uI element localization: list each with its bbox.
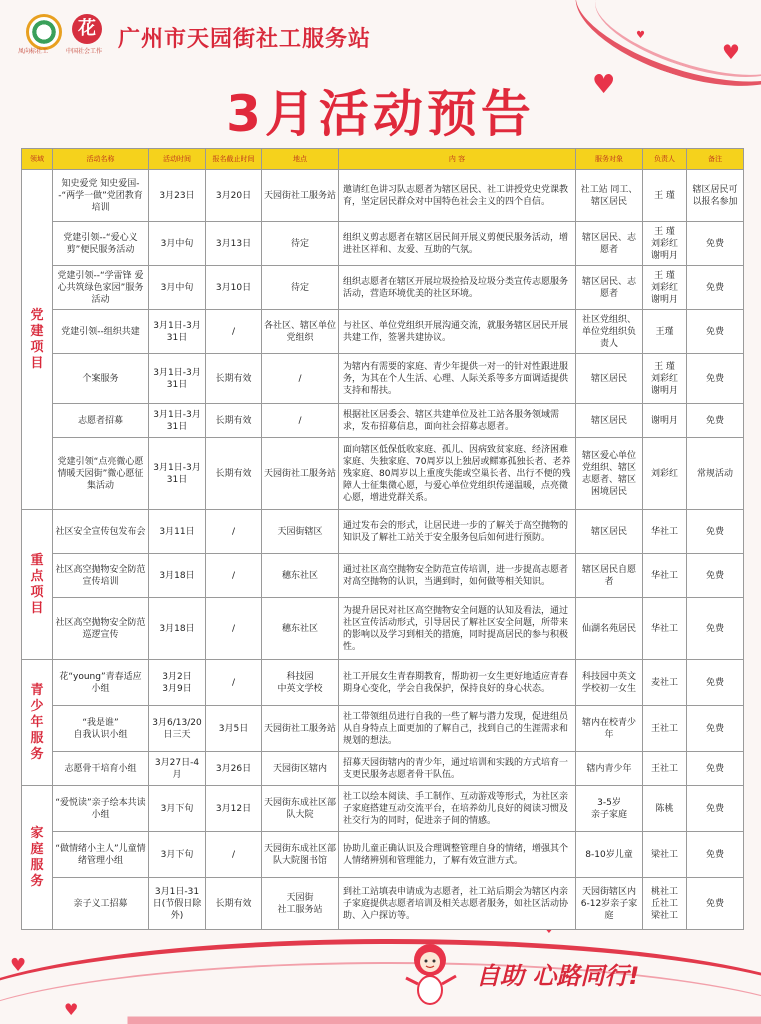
- activity-deadline: 长期有效: [206, 878, 262, 930]
- activity-name: 个案服务: [53, 354, 149, 404]
- activity-person: 华社工: [643, 598, 687, 660]
- activity-deadline: 长期有效: [206, 438, 262, 510]
- activity-note: 免费: [687, 752, 744, 786]
- table-row: [22, 404, 744, 438]
- table-row: [22, 310, 744, 354]
- activity-place: 天园街东成社区部队大院: [262, 786, 339, 832]
- table-row: [22, 170, 744, 222]
- activity-note: 免费: [687, 510, 744, 554]
- activity-content: 协助儿童正确认识及合理调整管理自身的情绪，增强其个人情绪辨别和管理能力，了解有效宣泄方式。: [339, 832, 576, 878]
- activity-time: 3月6/13/20日三天: [149, 706, 206, 752]
- activity-content: 邀请红色讲习队志愿者为辖区居民、社工讲授党史党课教育，坚定居民群众对中国特色社会主义的四个自信。: [339, 170, 576, 222]
- activity-time: 3月23日: [149, 170, 206, 222]
- org-logo-icon: [26, 14, 62, 50]
- activity-content: 社工带领组员进行自我的一些了解与潜力发现，促进组员从自身特点上面更加的了解自己，找到自己的生涯需求和规划的想法。: [339, 706, 576, 752]
- activity-content: 组织志愿者在辖区开展垃圾捡拾及垃圾分类宣传志愿服务活动，营造环境优美的社区环境。: [339, 266, 576, 310]
- activity-place: 天园街东成社区部队大院图书馆: [262, 832, 339, 878]
- activity-deadline: 长期有效: [206, 354, 262, 404]
- activity-name: 党建引领--“爱心义剪”便民服务活动: [53, 222, 149, 266]
- activity-place: /: [262, 354, 339, 404]
- activity-person: 王 瑾 刘彩红 谢明月: [643, 222, 687, 266]
- activity-content: 到社工站填表申请成为志愿者，社工站后期会为辖区内亲子家庭提供志愿者培训及相关志愿者服务，如社区活动协助、入户探访等。: [339, 878, 576, 930]
- column-header: 报名截止时间: [206, 149, 262, 170]
- activity-target: 社工站 同工、辖区居民: [576, 170, 643, 222]
- social-work-logo-icon: 花: [72, 14, 102, 44]
- activity-note: 辖区居民可以报名参加: [687, 170, 744, 222]
- activity-time: 3月1日-3月31日: [149, 354, 206, 404]
- activity-person: 王 瑾 刘彩红 谢明月: [643, 266, 687, 310]
- column-header: 备注: [687, 149, 744, 170]
- activity-content: 面向辖区低保低收家庭、孤儿、因病致贫家庭、经济困难家庭、失独家庭、70周岁以上独居或鳏寡孤独长者、老养残家庭、80周岁以上重度失能或空巢长者、出行不便的残障人士征集微心愿，与爱心单位党组织传递温暖，点亮微心愿，增进党群关系。: [339, 438, 576, 510]
- activity-place: /: [262, 404, 339, 438]
- activity-person: 麦社工: [643, 660, 687, 706]
- activity-deadline: 长期有效: [206, 404, 262, 438]
- activity-place: 待定: [262, 266, 339, 310]
- activity-deadline: 3月20日: [206, 170, 262, 222]
- category-youth: 青少年服务: [22, 660, 53, 786]
- category-family: 家庭服务: [22, 786, 53, 930]
- activity-person: 谢明月: [643, 404, 687, 438]
- activity-place: 天园街 社工服务站: [262, 878, 339, 930]
- table-row: [22, 510, 744, 554]
- activity-target: 辖内青少年: [576, 752, 643, 786]
- activity-person: 梁社工: [643, 832, 687, 878]
- table-row: [22, 752, 744, 786]
- activity-deadline: /: [206, 554, 262, 598]
- activity-deadline: /: [206, 310, 262, 354]
- activity-deadline: 3月26日: [206, 752, 262, 786]
- activity-content: 社工开展女生青春期教育，帮助初一女生更好地适应青春期身心变化，学会自我保护，保持良好的身心状态。: [339, 660, 576, 706]
- category-party: 党建项目: [22, 170, 53, 510]
- activity-note: 免费: [687, 706, 744, 752]
- table-row: [22, 660, 744, 706]
- activity-name: 社区高空抛物安全防范巡逻宣传: [53, 598, 149, 660]
- activity-target: 辖内在校青少年: [576, 706, 643, 752]
- column-header: 地点: [262, 149, 339, 170]
- activity-person: 刘彩红: [643, 438, 687, 510]
- activity-deadline: /: [206, 510, 262, 554]
- activity-deadline: /: [206, 598, 262, 660]
- heart-icon: ♥: [636, 30, 645, 41]
- table-row: [22, 706, 744, 752]
- heart-icon: ♥: [64, 1000, 79, 1019]
- activity-time: 3月1日-31日(节假日除外): [149, 878, 206, 930]
- activity-target: 辖区居民: [576, 354, 643, 404]
- activity-time: 3月中旬: [149, 222, 206, 266]
- activity-target: 天园街辖区内6-12岁亲子家庭: [576, 878, 643, 930]
- category-key: 重点项目: [22, 510, 53, 660]
- activity-target: 社区党组织、单位党组织负责人: [576, 310, 643, 354]
- activity-deadline: 3月5日: [206, 706, 262, 752]
- activity-name: 党建引领“点亮微心愿 情暖天园街”微心愿征集活动: [53, 438, 149, 510]
- activity-target: 辖区居民: [576, 510, 643, 554]
- activity-target: 辖区居民、志愿者: [576, 266, 643, 310]
- activity-name: 知史爱党 知史爱国--“两学一做”党团教育培训: [53, 170, 149, 222]
- activity-target: 辖区爱心单位党组织、辖区志愿者、辖区困境居民: [576, 438, 643, 510]
- table-header-row: [22, 149, 744, 170]
- activity-name: 社区安全宣传包发布会: [53, 510, 149, 554]
- activity-time: 3月2日 3月9日: [149, 660, 206, 706]
- activity-target: 3-5岁 亲子家庭: [576, 786, 643, 832]
- activity-name: “做情绪小主人”儿童情绪管理小组: [53, 832, 149, 878]
- activity-note: 免费: [687, 832, 744, 878]
- activity-time: 3月1日-3月31日: [149, 404, 206, 438]
- activity-time: 3月下旬: [149, 786, 206, 832]
- table-row: [22, 832, 744, 878]
- table-row: [22, 354, 744, 404]
- org-name: 广州市天园街社工服务站: [118, 27, 372, 52]
- activity-target: 辖区居民自愿者: [576, 554, 643, 598]
- activity-person: 王社工: [643, 706, 687, 752]
- activity-note: 免费: [687, 310, 744, 354]
- activity-time: 3月中旬: [149, 266, 206, 310]
- activity-time: 3月27日-4月: [149, 752, 206, 786]
- activity-place: 穗东社区: [262, 598, 339, 660]
- table-row: [22, 598, 744, 660]
- activity-content: 为提升居民对社区高空抛物安全问题的认知及看法，通过社区宣传活动形式，引导居民了解社区安全问题，所带来的影响以及学习到相关的措施，同时提高居民的参与积极性。: [339, 598, 576, 660]
- column-header: 活动时间: [149, 149, 206, 170]
- column-header: 领域: [22, 149, 53, 170]
- table-row: [22, 554, 744, 598]
- activity-name: 花“young”青春适应小组: [53, 660, 149, 706]
- table-row: [22, 786, 744, 832]
- activity-place: 待定: [262, 222, 339, 266]
- activity-name: 党建引领--组织共建: [53, 310, 149, 354]
- activity-person: 王 瑾 刘彩红 谢明月: [643, 354, 687, 404]
- activity-time: 3月11日: [149, 510, 206, 554]
- table-row: [22, 266, 744, 310]
- heart-icon: ♥: [722, 40, 740, 64]
- activity-note: 免费: [687, 404, 744, 438]
- activity-person: 王社工: [643, 752, 687, 786]
- activity-name: “我是谁” 自我认识小组: [53, 706, 149, 752]
- activity-time: 3月18日: [149, 554, 206, 598]
- activity-time: 3月18日: [149, 598, 206, 660]
- logo-caption: 中国社会工作: [66, 48, 103, 55]
- activity-name: 社区高空抛物安全防范宣传培训: [53, 554, 149, 598]
- activity-place: 天园街社工服务站: [262, 170, 339, 222]
- activity-place: 科技园 中英文学校: [262, 660, 339, 706]
- mascot-icon: [398, 938, 462, 1008]
- table-row: [22, 222, 744, 266]
- activity-note: 免费: [687, 660, 744, 706]
- activity-target: 科技园中英文学校初一女生: [576, 660, 643, 706]
- activity-deadline: 3月13日: [206, 222, 262, 266]
- column-header: 活动名称: [53, 149, 149, 170]
- activity-person: 华社工: [643, 554, 687, 598]
- activity-place: 天园街社工服务站: [262, 706, 339, 752]
- column-header: 负责人: [643, 149, 687, 170]
- activity-deadline: /: [206, 832, 262, 878]
- activity-target: 仙湖名苑居民: [576, 598, 643, 660]
- activity-person: 桃社工 丘社工 梁社工: [643, 878, 687, 930]
- activity-place: 天园街社工服务站: [262, 438, 339, 510]
- activity-name: 党建引领--“学雷锋 爱心共筑绿色家园”服务活动: [53, 266, 149, 310]
- activity-note: 常规活动: [687, 438, 744, 510]
- activity-place: 各社区、辖区单位党组织: [262, 310, 339, 354]
- activity-person: 华社工: [643, 510, 687, 554]
- activity-note: 免费: [687, 266, 744, 310]
- activity-note: 免费: [687, 554, 744, 598]
- activity-place: 天园街区辖内: [262, 752, 339, 786]
- footer-slogan: 自助 心路同行!: [476, 962, 640, 990]
- activity-content: 通过社区高空抛物安全防范宣传培训，进一步提高志愿者对高空抛物的认识，当遇到时，如何做等相关知识。: [339, 554, 576, 598]
- activity-deadline: 3月12日: [206, 786, 262, 832]
- column-header: 内 容: [339, 149, 576, 170]
- activity-content: 与社区、单位党组织开展沟通交流，就服务辖区居民开展共建工作，签署共建协议。: [339, 310, 576, 354]
- activity-target: 8-10岁儿童: [576, 832, 643, 878]
- activity-person: 陈桃: [643, 786, 687, 832]
- activity-content: 招募天园街辖内的青少年，通过培训和实践的方式培育一支更民服务志愿者骨干队伍。: [339, 752, 576, 786]
- activity-name: 亲子义工招募: [53, 878, 149, 930]
- activity-content: 根据社区居委会、辖区共建单位及社工站各服务领域需求，发布招募信息，面向社会招募志愿者。: [339, 404, 576, 438]
- activity-time: 3月1日-3月31日: [149, 310, 206, 354]
- activity-target: 辖区居民、志愿者: [576, 222, 643, 266]
- activity-content: 为辖内有需要的家庭、青少年提供一对一的针对性跟进服务，为其在个人生活、心理、人际关系等多方面调适提供支持和帮扶。: [339, 354, 576, 404]
- activity-note: 免费: [687, 354, 744, 404]
- activity-note: 免费: [687, 598, 744, 660]
- activity-time: 3月下旬: [149, 832, 206, 878]
- activity-note: 免费: [687, 222, 744, 266]
- activity-target: 辖区居民: [576, 404, 643, 438]
- activity-content: 社工以绘本阅读、手工制作、互动游戏等形式，为社区亲子家庭搭建互动交流平台，在培养幼儿良好的阅读习惯及社交行为的同时，促进亲子间的情感。: [339, 786, 576, 832]
- activity-table: [21, 148, 744, 930]
- activity-content: 通过发布会的形式，让居民进一步的了解关于高空抛物的知识及了解社工站关于安全服务包后如何进行预防。: [339, 510, 576, 554]
- activity-name: 志愿者招募: [53, 404, 149, 438]
- logo-caption: 凤向标社工: [18, 48, 49, 55]
- heart-icon: ♥: [592, 70, 616, 100]
- activity-place: 穗东社区: [262, 554, 339, 598]
- activity-person: 王 瑾: [643, 170, 687, 222]
- activity-person: 王瑾: [643, 310, 687, 354]
- activity-name: “爱悦读”亲子绘本共读小组: [53, 786, 149, 832]
- table-row: [22, 878, 744, 930]
- column-header: 服务对象: [576, 149, 643, 170]
- page-title: 3月活动预告: [226, 85, 535, 143]
- activity-place: 天园街辖区: [262, 510, 339, 554]
- table-row: [22, 438, 744, 510]
- activity-name: 志愿骨干培育小组: [53, 752, 149, 786]
- activity-note: 免费: [687, 786, 744, 832]
- activity-content: 组织义剪志愿者在辖区居民间开展义剪便民服务活动，增进社区祥和、友爱、互助的气氛。: [339, 222, 576, 266]
- activity-time: 3月1日-3月31日: [149, 438, 206, 510]
- activity-deadline: /: [206, 660, 262, 706]
- heart-icon: ♥: [10, 955, 27, 976]
- activity-deadline: 3月10日: [206, 266, 262, 310]
- activity-note: 免费: [687, 878, 744, 930]
